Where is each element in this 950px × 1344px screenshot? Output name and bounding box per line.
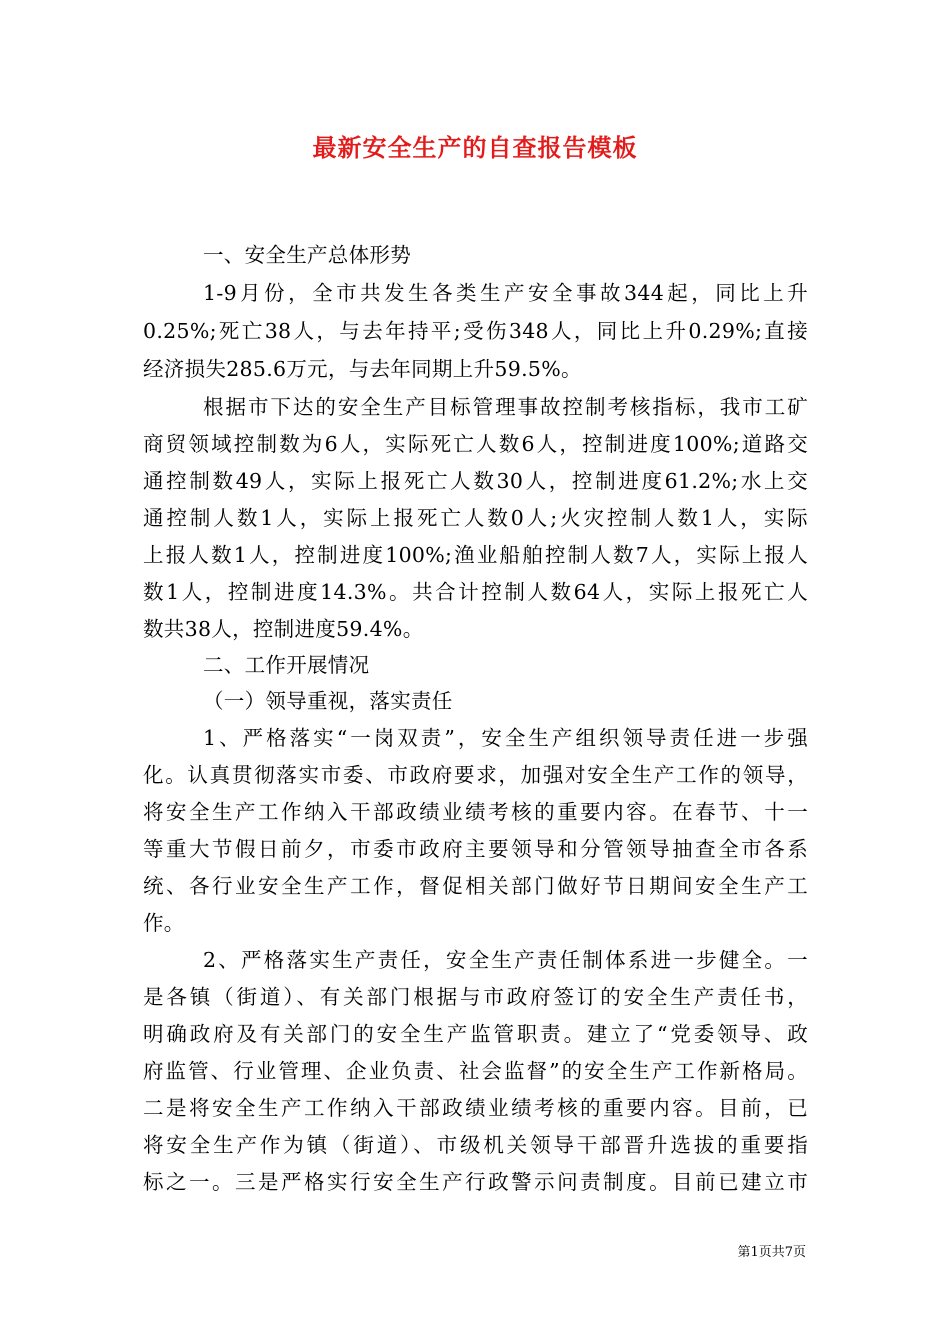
paragraph-line: 统、各行业安全生产工作，督促相关部门做好节日期间安全生产工 [143, 874, 808, 898]
paragraph-line: 数共38人，控制进度59.4%。 [143, 617, 424, 641]
paragraph-line: 等重大节假日前夕，市委市政府主要领导和分管领导抽查全市各系 [143, 837, 808, 861]
paragraph-line: 经济损失285.6万元，与去年同期上升59.5%。 [143, 357, 582, 381]
paragraph-line: 标之一。三是严格实行安全生产行政警示问责制度。目前已建立市 [143, 1170, 808, 1194]
paragraph-line: 根据市下达的安全生产目标管理事故控制考核指标，我市工矿 [203, 395, 808, 419]
paragraph-line: 是各镇（街道）、有关部门根据与市政府签订的安全生产责任书， [143, 985, 808, 1009]
paragraph-line: 0.25%;死亡38人，与去年持平;受伤348人，同比上升0.29%;直接 [143, 319, 808, 343]
paragraph-line: 1、严格落实“一岗双责”，安全生产组织领导责任进一步强 [203, 726, 808, 750]
page-number-footer: 第1页共7页 [737, 1245, 806, 1260]
paragraph-line: 将安全生产工作纳入干部政绩业绩考核的重要内容。在春节、十一 [143, 800, 808, 824]
paragraph-line: 通控制人数1人，实际上报死亡人数0人;火灾控制人数1人，实际 [143, 506, 808, 530]
paragraph-line: 将安全生产作为镇（街道）、市级机关领导干部晋升选拔的重要指 [143, 1133, 808, 1157]
paragraph-line: 商贸领域控制数为6人，实际死亡人数6人，控制进度100%;道路交 [143, 432, 808, 456]
section-heading-2: 二、工作开展情况 [203, 653, 370, 677]
paragraph-line: 通控制数49人，实际上报死亡人数30人，控制进度61.2%;水上交 [143, 469, 808, 493]
document-title: 最新安全生产的自查报告模板 [312, 133, 638, 162]
paragraph-line: 二是将安全生产工作纳入干部政绩业绩考核的重要内容。目前，已 [143, 1096, 808, 1120]
paragraph-line: 作。 [143, 911, 185, 935]
paragraph-line: 明确政府及有关部门的安全生产监管职责。建立了“党委领导、政 [143, 1022, 808, 1046]
paragraph-line: 1-9月份，全市共发生各类生产安全事故344起，同比上升 [203, 281, 808, 305]
paragraph-line: 2、严格落实生产责任，安全生产责任制体系进一步健全。一 [203, 948, 808, 972]
paragraph-line: 化。认真贯彻落实市委、市政府要求，加强对安全生产工作的领导， [143, 763, 808, 787]
subsection-heading: （一）领导重视，落实责任 [203, 689, 453, 713]
section-heading-1: 一、安全生产总体形势 [203, 243, 411, 267]
paragraph-line: 上报人数1人，控制进度100%;渔业船舶控制人数7人，实际上报人 [143, 543, 808, 567]
paragraph-line: 府监管、行业管理、企业负责、社会监督”的安全生产工作新格局。 [143, 1059, 808, 1083]
paragraph-line: 数1人，控制进度14.3%。共合计控制人数64人，实际上报死亡人 [143, 580, 808, 604]
